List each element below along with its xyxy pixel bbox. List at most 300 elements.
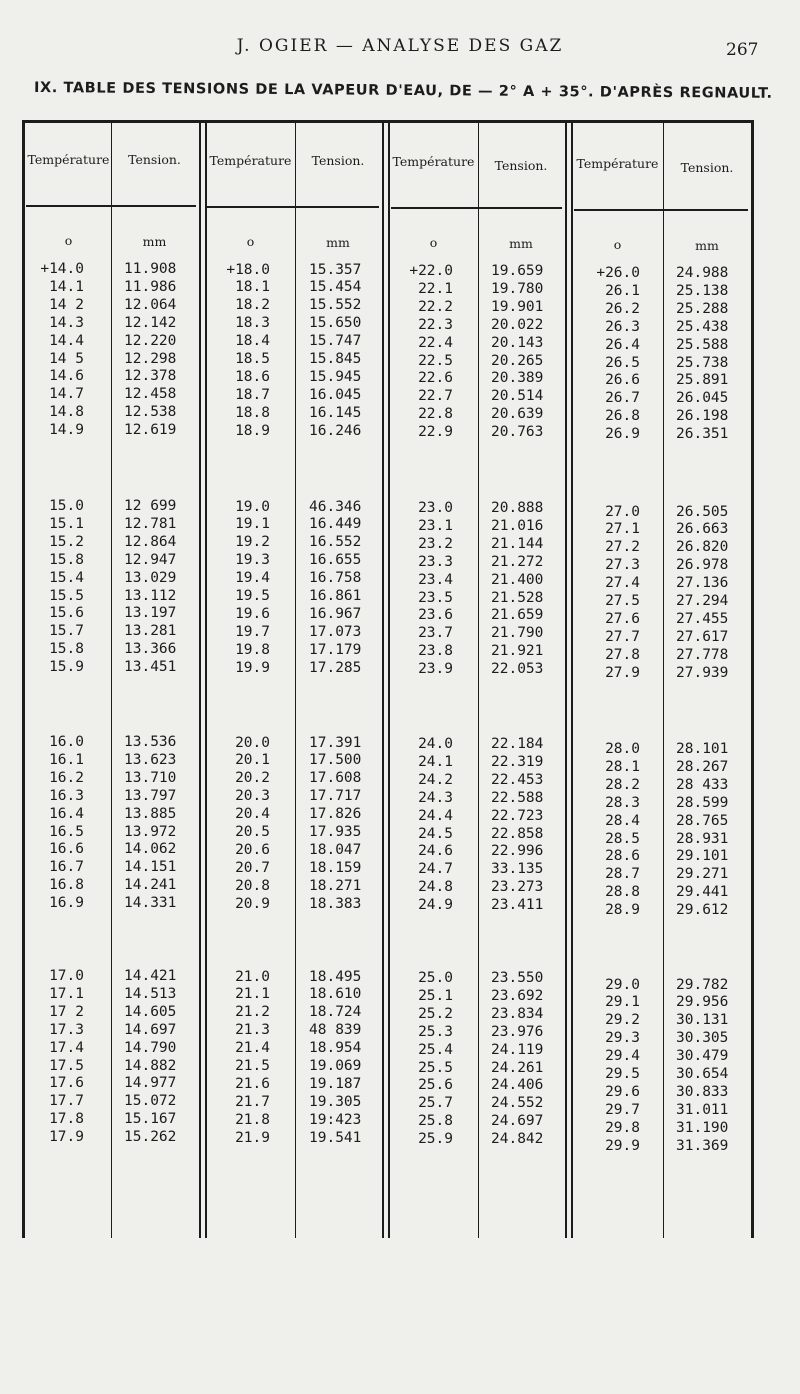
tension-value: 12.298 xyxy=(124,350,177,367)
temperature-value: 24.1 xyxy=(418,753,453,770)
tension-value: 16.246 xyxy=(309,422,362,439)
tension-value: 15.357 xyxy=(309,261,362,278)
temperature-value: 17.8 xyxy=(49,1111,84,1128)
tension-value: 20.639 xyxy=(491,406,544,423)
temperature-value: 21.2 xyxy=(235,1004,270,1021)
tension-value: 16.449 xyxy=(309,516,362,533)
tension-value: 14.790 xyxy=(124,1039,177,1056)
temperature-value: 26.7 xyxy=(605,390,640,407)
tension-value: 13.029 xyxy=(124,569,177,586)
tension-value: 13.197 xyxy=(124,605,177,622)
table-title: IX. TABLE DES TENSIONS DE LA VAPEUR D'EAU, DE — 2° A + 35°. D'APRÈS REGNAULT. xyxy=(33,80,773,102)
column-header-tension-3: Tension. xyxy=(494,158,548,173)
tension-value: 19.069 xyxy=(309,1058,362,1074)
tension-value: 21.400 xyxy=(491,571,544,588)
temperature-value: 28.3 xyxy=(605,794,640,811)
column-header-temperature-1: Température xyxy=(27,152,110,167)
tension-value: 22.053 xyxy=(491,661,544,678)
tension-value: 24.988 xyxy=(676,265,729,281)
unit-temperature-1: o xyxy=(64,233,73,248)
temperature-value: 27.9 xyxy=(605,664,640,681)
tension-value: 26.820 xyxy=(676,539,729,556)
temperature-value: 29.5 xyxy=(605,1066,640,1082)
tension-value: 14.882 xyxy=(124,1057,177,1074)
column-rule-1 xyxy=(111,120,112,1238)
temperature-value: 21.4 xyxy=(235,1040,270,1057)
tension-value: 16.655 xyxy=(309,552,362,569)
temperature-value: 28.6 xyxy=(605,848,640,865)
temperature-value: 29.6 xyxy=(605,1083,640,1100)
tension-value: 28.765 xyxy=(676,812,729,829)
tension-value: 24.552 xyxy=(491,1095,544,1112)
temperature-value: 17.1 xyxy=(49,985,84,1002)
temperature-value: 25.4 xyxy=(418,1041,453,1058)
tension-value: 18.724 xyxy=(309,1004,362,1021)
tension-value: 29.782 xyxy=(676,976,729,993)
temperature-value: 15.8 xyxy=(49,551,84,568)
temperature-value: 23.0 xyxy=(418,500,453,516)
tension-value: 15.454 xyxy=(309,279,362,296)
tension-value: 29.612 xyxy=(676,902,729,919)
tension-value: 21.790 xyxy=(491,625,544,642)
tension-value: 27.136 xyxy=(676,575,729,592)
temperature-value: 19.1 xyxy=(235,516,270,533)
temperature-value: 19.5 xyxy=(235,588,270,604)
tension-value: 20.265 xyxy=(491,352,544,369)
temperature-value: 28.7 xyxy=(605,866,640,883)
temperature-value: 21.5 xyxy=(235,1058,270,1074)
temperature-value: 25.3 xyxy=(418,1023,453,1040)
tension-value: 19.901 xyxy=(491,298,544,315)
temperature-value: 18.2 xyxy=(235,297,270,314)
group-separator-3-1 xyxy=(565,120,567,1238)
temperature-value: 26.8 xyxy=(605,408,640,425)
tension-value: 22.453 xyxy=(491,771,544,788)
temperature-value: 22.1 xyxy=(418,280,453,297)
tension-value: 16.861 xyxy=(309,588,362,604)
temperature-value: 20.8 xyxy=(235,877,270,894)
tension-value: 24.261 xyxy=(491,1059,544,1076)
tension-value: 13.451 xyxy=(124,659,177,676)
temperature-value: 20.7 xyxy=(235,859,270,876)
temperature-value: 17.9 xyxy=(49,1129,84,1146)
column-header-tension-4: Tension. xyxy=(680,160,734,175)
tension-value: 24.119 xyxy=(491,1041,544,1058)
temperature-value: 18.3 xyxy=(235,315,270,332)
temperature-value: 23.2 xyxy=(418,535,453,552)
tension-value: 20.143 xyxy=(491,334,544,351)
tension-value: 18.383 xyxy=(309,895,362,912)
temperature-value: 23.9 xyxy=(418,661,453,678)
tension-value: 17.935 xyxy=(309,824,362,840)
tension-value: 13.536 xyxy=(124,734,177,750)
tension-value: 15.845 xyxy=(309,351,362,367)
temperature-value: 29.1 xyxy=(605,994,640,1011)
tension-value: 15.747 xyxy=(309,333,362,350)
temperature-value: 14.8 xyxy=(49,404,84,421)
temperature-value: 14.7 xyxy=(49,386,84,403)
tension-value: 14.513 xyxy=(124,985,177,1002)
temperature-value: 21.9 xyxy=(235,1129,270,1146)
tension-value: 29.271 xyxy=(676,866,729,883)
temperature-value: 20.9 xyxy=(235,895,270,912)
tension-value: 25.738 xyxy=(676,354,729,371)
tension-value: 26.045 xyxy=(676,390,729,407)
temperature-value: 25.2 xyxy=(418,1005,453,1022)
tension-value: 17.717 xyxy=(309,788,362,805)
temperature-value: 24.7 xyxy=(418,861,453,878)
temperature-value: 18.9 xyxy=(235,422,270,439)
temperature-value: 25.7 xyxy=(418,1095,453,1112)
tension-value: 15.945 xyxy=(309,368,362,385)
tension-value: 30.305 xyxy=(676,1030,729,1047)
tension-value: 18.047 xyxy=(309,841,362,858)
temperature-value: 19.9 xyxy=(235,659,270,676)
unit-tension-2: mm xyxy=(326,234,350,250)
temperature-value: +18.0 xyxy=(226,261,270,278)
tension-value: 24.697 xyxy=(491,1113,544,1130)
tension-value: 29.101 xyxy=(676,848,729,865)
temperature-value: 16.9 xyxy=(49,895,84,912)
tension-value: 17.500 xyxy=(309,752,362,769)
temperature-value: 19.0 xyxy=(235,498,270,515)
temperature-value: 29.8 xyxy=(605,1119,640,1136)
temperature-value: 26.9 xyxy=(605,426,640,443)
tension-value: 16.045 xyxy=(309,386,362,403)
temperature-value: 23.6 xyxy=(418,607,453,624)
tension-value: 27.939 xyxy=(676,664,729,681)
tension-value: 14.241 xyxy=(124,877,177,894)
temperature-value: 18.5 xyxy=(235,351,270,367)
temperature-value: 21.0 xyxy=(235,968,270,985)
temperature-value: 19.8 xyxy=(235,641,270,658)
temperature-value: 24.3 xyxy=(418,789,453,806)
header-rule-2 xyxy=(207,206,379,208)
tension-value: 19.659 xyxy=(491,263,544,279)
temperature-value: 20.2 xyxy=(235,770,270,787)
tension-value: 12.619 xyxy=(124,422,177,439)
tension-value: 18.271 xyxy=(309,877,362,894)
tension-value: 18.954 xyxy=(309,1040,362,1057)
tension-value: 23.692 xyxy=(491,987,544,1004)
temperature-value: 28.1 xyxy=(605,758,640,775)
temperature-value: 23.7 xyxy=(418,625,453,642)
tension-value: 29.441 xyxy=(676,884,729,901)
column-rule-4 xyxy=(663,120,664,1238)
tension-value: 22.996 xyxy=(491,843,544,860)
table-right-rule xyxy=(751,120,754,1238)
tension-value: 17.608 xyxy=(309,770,362,787)
temperature-value: 24.0 xyxy=(418,736,453,752)
temperature-value: 28.9 xyxy=(605,902,640,919)
tension-value: 12.064 xyxy=(124,296,177,313)
header-rule-3 xyxy=(391,207,562,209)
tension-value: 12.538 xyxy=(124,404,177,421)
unit-temperature-4: o xyxy=(613,237,622,252)
temperature-value: 14 2 xyxy=(49,296,84,313)
temperature-value: 17.0 xyxy=(49,968,84,984)
temperature-value: 25.8 xyxy=(418,1113,453,1130)
temperature-value: 22.7 xyxy=(418,388,453,405)
tension-value: 23.976 xyxy=(491,1023,544,1040)
temperature-value: 16.0 xyxy=(49,734,84,750)
temperature-value: +14.0 xyxy=(40,261,84,277)
unit-tension-1: mm xyxy=(142,234,167,249)
temperature-value: 17.3 xyxy=(49,1021,84,1038)
tension-value: 13.112 xyxy=(124,587,177,604)
tension-value: 12 699 xyxy=(124,498,177,514)
temperature-value: 20.1 xyxy=(235,752,270,769)
unit-tension-4: mm xyxy=(695,238,719,253)
temperature-value: 27.5 xyxy=(605,593,640,609)
temperature-value: 25.9 xyxy=(418,1131,453,1148)
tension-value: 14.977 xyxy=(124,1075,177,1092)
tension-value: 14.151 xyxy=(124,859,177,876)
tension-value: 28.101 xyxy=(676,741,729,757)
temperature-value: 19.2 xyxy=(235,534,270,551)
temperature-value: 21.6 xyxy=(235,1075,270,1092)
tension-value: 25.438 xyxy=(676,318,729,335)
running-head: J. OGIER — ANALYSE DES GAZ xyxy=(236,36,564,56)
tension-value: 28.931 xyxy=(676,830,729,847)
temperature-value: 16.4 xyxy=(49,805,84,822)
header-rule-4 xyxy=(574,209,748,211)
temperature-value: 20.6 xyxy=(235,841,270,858)
tension-value: 25.288 xyxy=(676,300,729,317)
temperature-value: 28.2 xyxy=(605,776,640,793)
tension-value: 17.285 xyxy=(309,659,362,676)
tension-value: 19.541 xyxy=(309,1129,362,1146)
tension-value: 21.016 xyxy=(491,517,544,534)
temperature-value: 29.3 xyxy=(605,1030,640,1047)
tension-value: 13.710 xyxy=(124,769,177,786)
tension-value: 31.369 xyxy=(676,1137,729,1154)
tension-value: 12.220 xyxy=(124,332,177,349)
temperature-value: 15.1 xyxy=(49,515,84,532)
tension-value: 22.723 xyxy=(491,807,544,824)
temperature-value: 27.1 xyxy=(605,521,640,538)
temperature-value: 29.9 xyxy=(605,1137,640,1154)
temperature-value: 21.7 xyxy=(235,1093,270,1110)
temperature-value: 28.8 xyxy=(605,884,640,901)
tension-value: 15.262 xyxy=(124,1129,177,1146)
tension-value: 23.550 xyxy=(491,970,544,986)
tension-value: 30.654 xyxy=(676,1066,729,1082)
tension-value: 16.758 xyxy=(309,570,362,587)
column-header-temperature-3: Température xyxy=(392,154,475,169)
tension-value: 24.406 xyxy=(491,1077,544,1094)
temperature-value: 23.3 xyxy=(418,553,453,570)
temperature-value: 21.1 xyxy=(235,986,270,1003)
temperature-value: 16.5 xyxy=(49,823,84,840)
tension-value: 14.331 xyxy=(124,895,177,912)
temperature-value: 26.4 xyxy=(605,336,640,353)
tension-value: 26.663 xyxy=(676,521,729,538)
temperature-value: 17.4 xyxy=(49,1039,84,1056)
tension-value: 20.763 xyxy=(491,424,544,441)
temperature-value: 16.6 xyxy=(49,841,84,858)
tension-value: 20.514 xyxy=(491,388,544,405)
tension-value: 22.588 xyxy=(491,789,544,806)
temperature-value: 26.5 xyxy=(605,354,640,371)
tension-value: 22.184 xyxy=(491,736,544,752)
tension-value: 23.834 xyxy=(491,1005,544,1022)
tension-value: 19.780 xyxy=(491,280,544,297)
tension-value: 12.947 xyxy=(124,551,177,568)
temperature-value: 29.0 xyxy=(605,976,640,993)
tension-value: 25.138 xyxy=(676,282,729,299)
tension-value: 25.588 xyxy=(676,336,729,353)
temperature-value: 23.8 xyxy=(418,643,453,660)
temperature-value: 29.7 xyxy=(605,1101,640,1118)
tension-value: 15.650 xyxy=(309,315,362,332)
temperature-value: 19.4 xyxy=(235,570,270,587)
tension-value: 26.505 xyxy=(676,503,729,520)
temperature-value: 15.4 xyxy=(49,569,84,586)
temperature-value: 20.0 xyxy=(235,734,270,751)
tension-value: 33.135 xyxy=(491,861,544,878)
column-rule-3 xyxy=(478,120,479,1238)
temperature-value: 27.3 xyxy=(605,557,640,574)
temperature-value: 24.2 xyxy=(418,771,453,788)
temperature-value: 27.2 xyxy=(605,539,640,556)
temperature-value: +26.0 xyxy=(596,265,640,281)
temperature-value: 18.4 xyxy=(235,333,270,350)
temperature-value: 24.4 xyxy=(418,807,453,824)
tension-value: 27.455 xyxy=(676,610,729,627)
unit-tension-3: mm xyxy=(509,236,533,251)
column-header-temperature-2: Température xyxy=(209,152,292,168)
tension-value: 27.294 xyxy=(676,593,729,609)
tension-value: 28.267 xyxy=(676,758,729,775)
tension-value: 18.159 xyxy=(309,859,362,876)
tension-value: 28.599 xyxy=(676,794,729,811)
temperature-value: 19.7 xyxy=(235,623,270,640)
tension-value: 23.411 xyxy=(491,897,544,914)
tension-value: 21.659 xyxy=(491,607,544,624)
temperature-value: 21.8 xyxy=(235,1111,270,1128)
temperature-value: 15.8 xyxy=(49,641,84,658)
temperature-value: 19.6 xyxy=(235,605,270,622)
temperature-value: 15.6 xyxy=(49,605,84,622)
temperature-value: 26.2 xyxy=(605,300,640,317)
tension-value: 26.351 xyxy=(676,426,729,443)
tension-value: 13.366 xyxy=(124,641,177,658)
temperature-value: 27.7 xyxy=(605,628,640,645)
temperature-value: 15.7 xyxy=(49,623,84,640)
temperature-value: +22.0 xyxy=(409,263,453,279)
temperature-value: 23.1 xyxy=(418,517,453,534)
tension-value: 14.697 xyxy=(124,1021,177,1038)
temperature-value: 23.5 xyxy=(418,589,453,606)
temperature-value: 22.4 xyxy=(418,334,453,351)
tension-value: 27.617 xyxy=(676,628,729,645)
tension-value: 12.864 xyxy=(124,533,177,550)
temperature-value: 21.3 xyxy=(235,1022,270,1039)
tension-value: 13.885 xyxy=(124,805,177,822)
tension-value: 30.131 xyxy=(676,1012,729,1029)
tension-value: 29.956 xyxy=(676,994,729,1011)
temperature-value: 16.8 xyxy=(49,877,84,894)
temperature-value: 20.3 xyxy=(235,788,270,805)
tension-value: 12.458 xyxy=(124,386,177,403)
temperature-value: 25.0 xyxy=(418,970,453,986)
tension-value: 30.479 xyxy=(676,1048,729,1065)
temperature-value: 16.2 xyxy=(49,769,84,786)
tension-value: 46.346 xyxy=(309,498,362,515)
tension-value: 13.623 xyxy=(124,751,177,768)
temperature-value: 29.4 xyxy=(605,1048,640,1065)
temperature-value: 18.8 xyxy=(235,404,270,421)
tension-value: 14.421 xyxy=(124,968,177,984)
temperature-value: 20.4 xyxy=(235,806,270,823)
tension-value: 12.781 xyxy=(124,515,177,532)
temperature-value: 15.0 xyxy=(49,498,84,514)
temperature-value: 26.6 xyxy=(605,372,640,389)
tension-value: 31.011 xyxy=(676,1101,729,1118)
tension-value: 16.145 xyxy=(309,404,362,421)
tension-value: 23.273 xyxy=(491,879,544,896)
tension-value: 13.281 xyxy=(124,623,177,640)
tension-value: 20.389 xyxy=(491,370,544,387)
tension-value: 19:423 xyxy=(309,1111,362,1128)
temperature-value: 22.2 xyxy=(418,298,453,315)
temperature-value: 16.1 xyxy=(49,751,84,768)
tension-value: 18.495 xyxy=(309,968,362,985)
tension-value: 26.978 xyxy=(676,557,729,574)
tension-value: 28 433 xyxy=(676,776,729,793)
tension-value: 15.552 xyxy=(309,297,362,314)
tension-value: 14.062 xyxy=(124,841,177,858)
temperature-value: 27.8 xyxy=(605,646,640,663)
temperature-value: 20.5 xyxy=(235,824,270,840)
tension-value: 17.391 xyxy=(309,734,362,751)
tension-value: 24.842 xyxy=(491,1131,544,1148)
tension-value: 15.167 xyxy=(124,1111,177,1128)
tension-value: 12.378 xyxy=(124,368,177,385)
tension-value: 21.921 xyxy=(491,643,544,660)
temperature-value: 16.3 xyxy=(49,787,84,804)
temperature-value: 25.6 xyxy=(418,1077,453,1094)
temperature-value: 24.9 xyxy=(418,897,453,914)
tension-value: 27.778 xyxy=(676,646,729,663)
temperature-value: 17.5 xyxy=(49,1057,84,1074)
tension-value: 26.198 xyxy=(676,408,729,425)
temperature-value: 29.2 xyxy=(605,1012,640,1029)
temperature-value: 18.6 xyxy=(235,368,270,385)
tension-value: 11.986 xyxy=(124,278,177,295)
tension-value: 17.179 xyxy=(309,641,362,658)
tension-value: 13.972 xyxy=(124,823,177,840)
temperature-value: 23.4 xyxy=(418,571,453,588)
temperature-value: 15.9 xyxy=(49,659,84,676)
tension-value: 16.552 xyxy=(309,534,362,551)
temperature-value: 18.7 xyxy=(235,386,270,403)
tension-value: 17.826 xyxy=(309,806,362,823)
temperature-value: 17 2 xyxy=(49,1003,84,1020)
temperature-value: 22.6 xyxy=(418,370,453,387)
tension-value: 12.142 xyxy=(124,314,177,331)
temperature-value: 26.3 xyxy=(605,318,640,335)
temperature-value: 14.1 xyxy=(49,278,84,295)
temperature-value: 22.9 xyxy=(418,424,453,441)
tension-value: 20.022 xyxy=(491,316,544,333)
temperature-value: 18.1 xyxy=(235,279,270,296)
temperature-value: 27.4 xyxy=(605,575,640,592)
tension-value: 13.797 xyxy=(124,787,177,804)
tension-value: 18.610 xyxy=(309,986,362,1003)
temperature-value: 15.5 xyxy=(49,587,84,604)
